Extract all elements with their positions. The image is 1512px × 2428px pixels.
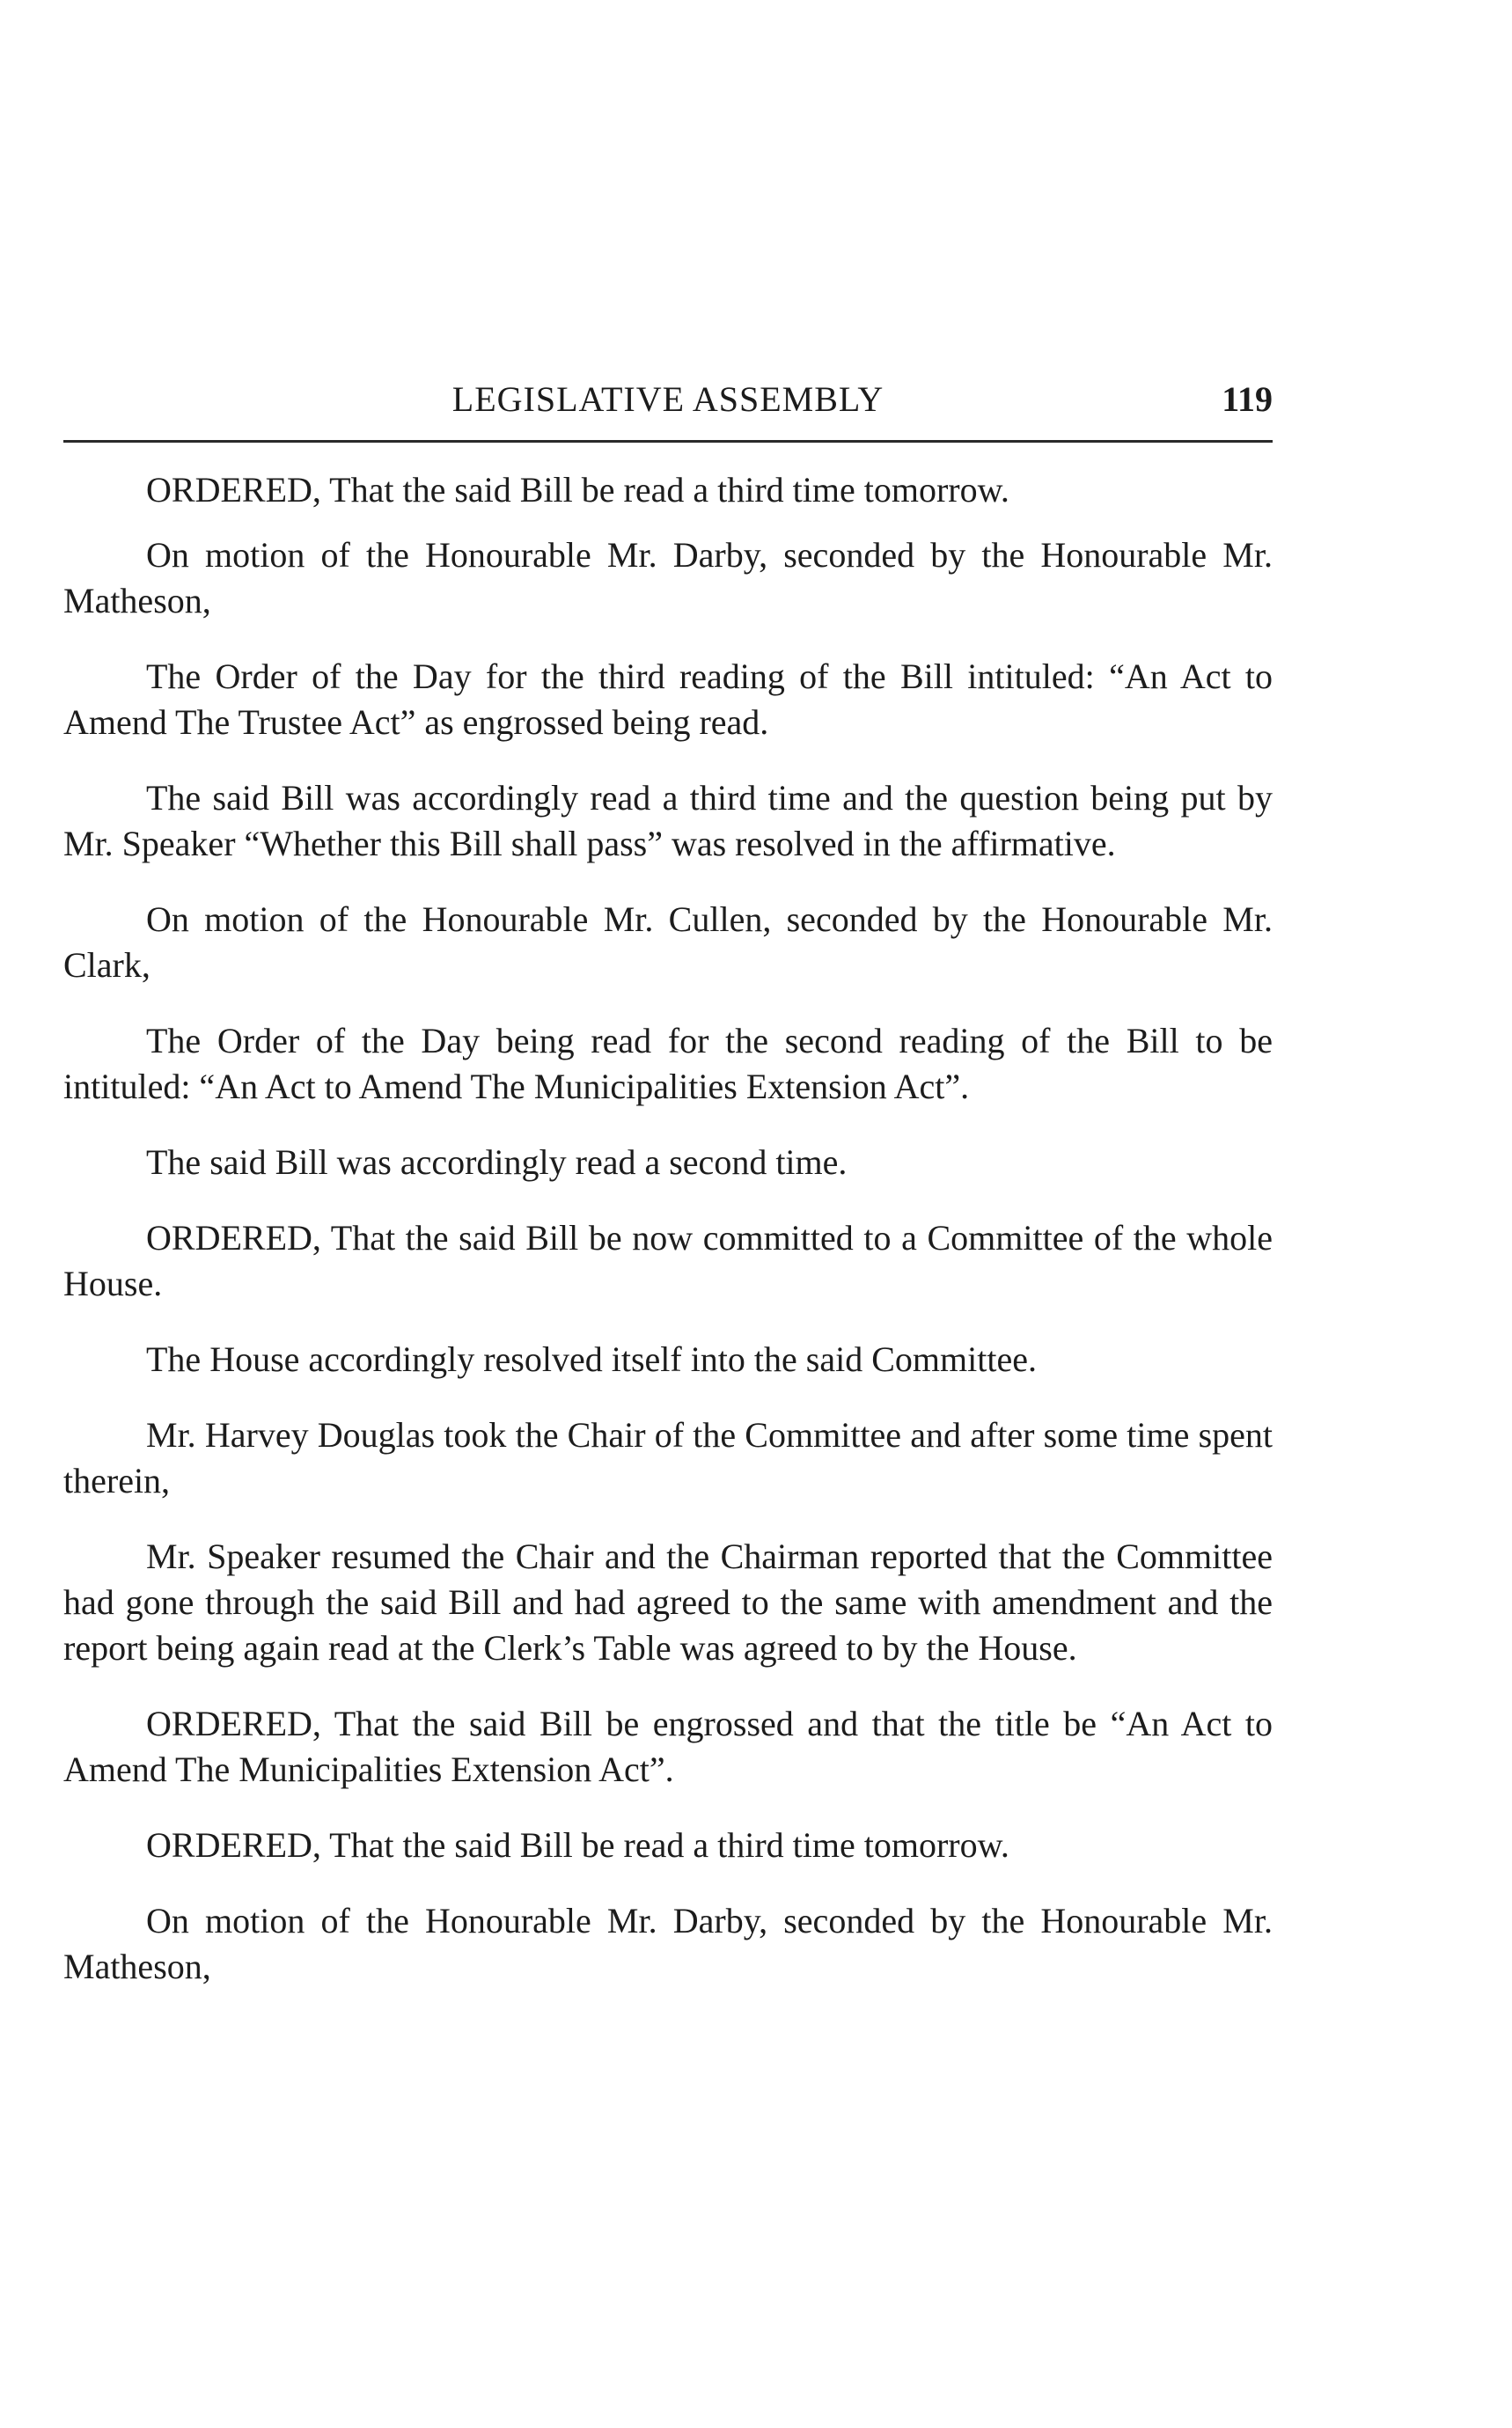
paragraph: The House accordingly resolved itself into the said Committee. bbox=[146, 1339, 1037, 1379]
paragraph: The said Bill was accordingly read a second time. bbox=[146, 1142, 848, 1182]
paragraph: ORDERED, That the said Bill be read a third time tomorrow. bbox=[146, 1825, 1009, 1865]
paragraph: ORDERED, That the said Bill be engrossed and that the title be “An Act to Amend The Municipalities Extension Act”. bbox=[63, 1704, 1273, 1789]
paragraph: On motion of the Honourable Mr. Darby, seconded by the Honourable Mr. Matheson, bbox=[63, 1901, 1273, 1986]
document-page bbox=[63, 370, 1273, 2020]
paragraph: Mr. Harvey Douglas took the Chair of the Committee and after some time spent therein, bbox=[63, 1415, 1273, 1500]
running-header bbox=[63, 370, 1273, 422]
paragraph: ORDERED, That the said Bill be now committed to a Committee of the whole House. bbox=[63, 1218, 1273, 1303]
paragraph: On motion of the Honourable Mr. Darby, seconded by the Honourable Mr. Matheson, bbox=[63, 535, 1273, 620]
page-number: 119 bbox=[1222, 379, 1273, 419]
paragraph: Mr. Speaker resumed the Chair and the Chairman reported that the Committee had gone through the said Bill and had agreed to the same with amendment and the report being again read at the Clerk’s Table was agreed to by the House. bbox=[63, 1537, 1273, 1668]
paragraph: On motion of the Honourable Mr. Cullen, seconded by the Honourable Mr. Clark, bbox=[63, 899, 1273, 985]
paragraph: ORDERED, That the said Bill be read a third time tomorrow. bbox=[146, 470, 1009, 510]
paragraph: The said Bill was accordingly read a third time and the question being put by Mr. Speaker “Whether this Bill shall pass” was resolved in the affirmative. bbox=[63, 778, 1273, 863]
body-text bbox=[63, 467, 1273, 1990]
running-title: LEGISLATIVE ASSEMBLY bbox=[451, 379, 884, 419]
header-rule bbox=[63, 440, 1273, 443]
paragraph: The Order of the Day being read for the second reading of the Bill to be intituled: “An Act to Amend The Municipalities Extension Act”. bbox=[63, 1021, 1273, 1106]
paragraph: The Order of the Day for the third reading of the Bill intituled: “An Act to Amend The Trustee Act” as engrossed being read. bbox=[63, 657, 1273, 742]
